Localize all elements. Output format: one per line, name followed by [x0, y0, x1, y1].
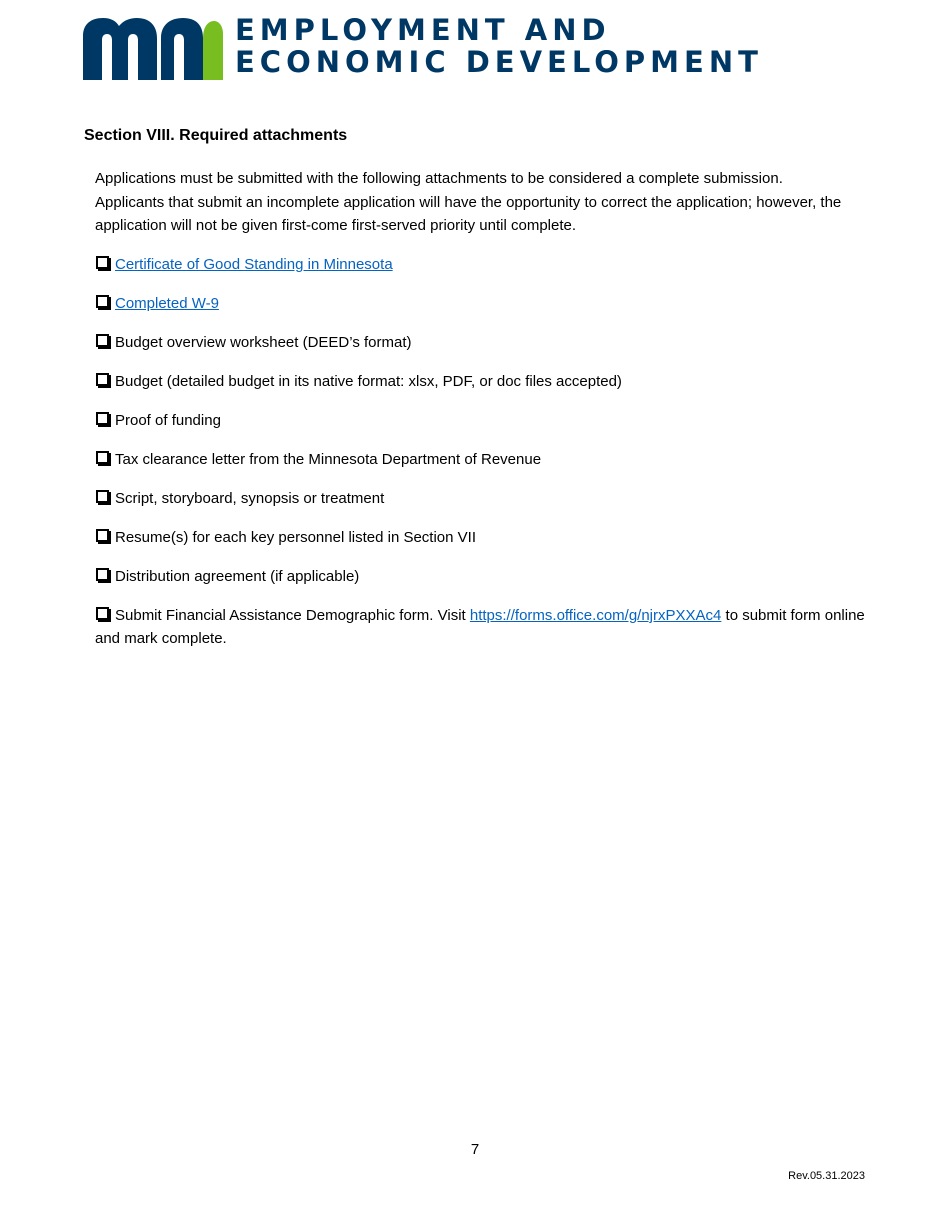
checklist-item — [95, 331, 870, 354]
certificate-good-standing-link[interactable]: Certificate of Good Standing in Minnesota — [115, 256, 393, 273]
checklist-item — [95, 565, 870, 588]
section-intro: Applications must be submitted with the following attachments to be considered a complete submission. Applicants that submit an incomplete application will have the opportunity to correct the application; however, the application will not be given first-come first-served priority until complete. — [95, 170, 842, 234]
demographic-form-link[interactable]: https://forms.office.com/g/njrxPXXAc4 — [469, 607, 722, 624]
checklist-item-label: Budget overview worksheet (DEED’s format) — [115, 334, 412, 351]
checklist-item — [95, 604, 870, 650]
attachments-checklist — [95, 253, 870, 666]
checklist-item — [95, 253, 870, 276]
checklist-item — [95, 448, 870, 471]
checklist-item — [95, 370, 870, 393]
agency-name — [235, 14, 763, 78]
checklist-item — [95, 526, 870, 549]
page-number: 7 — [470, 1141, 480, 1158]
checklist-item-label: Script, storyboard, synopsis or treatment — [115, 490, 385, 507]
checkbox-icon[interactable] — [96, 529, 109, 542]
mn-logo — [83, 18, 223, 80]
checkbox-icon[interactable] — [96, 490, 109, 503]
checkbox-icon[interactable] — [96, 412, 109, 425]
logo-m-shape — [83, 18, 157, 80]
logo-accent-shape — [203, 21, 214, 80]
checklist-item-label: Budget (detailed budget in its native format: xlsx, PDF, or doc files accepted) — [115, 373, 622, 390]
checkbox-icon[interactable] — [96, 373, 109, 386]
logo-accent-right — [214, 21, 223, 80]
checkbox-icon[interactable] — [96, 568, 109, 581]
checklist-item — [95, 487, 870, 510]
revision-label: Rev.05.31.2023 — [788, 1170, 865, 1182]
section-title: Section VIII. Required attachments — [84, 127, 348, 144]
checkbox-icon[interactable] — [96, 334, 109, 347]
checkbox-icon[interactable] — [96, 451, 109, 464]
checkbox-icon[interactable] — [96, 607, 109, 620]
checklist-item-label: Resume(s) for each key personnel listed in Section VII — [115, 529, 477, 546]
agency-name-line-1: EMPLOYMENT AND — [235, 13, 611, 47]
checkbox-icon[interactable] — [96, 256, 109, 269]
logo-n-shape — [161, 18, 203, 80]
checklist-item-label: Proof of funding — [115, 412, 221, 429]
checklist-item-label: Distribution agreement (if applicable) — [115, 568, 360, 585]
checklist-item-label: Tax clearance letter from the Minnesota Department of Revenue — [115, 451, 542, 468]
checklist-item — [95, 292, 870, 315]
checklist-item — [95, 409, 870, 432]
agency-name-line-2: ECONOMIC DEVELOPMENT — [235, 45, 763, 79]
demographic-form-text-after: to submit form online and mark complete. — [95, 607, 865, 647]
checkbox-icon[interactable] — [96, 295, 109, 308]
demographic-form-text-before: Submit Financial Assistance Demographic form. Visit — [115, 607, 466, 624]
completed-w9-link[interactable]: Completed W-9 — [115, 295, 219, 312]
